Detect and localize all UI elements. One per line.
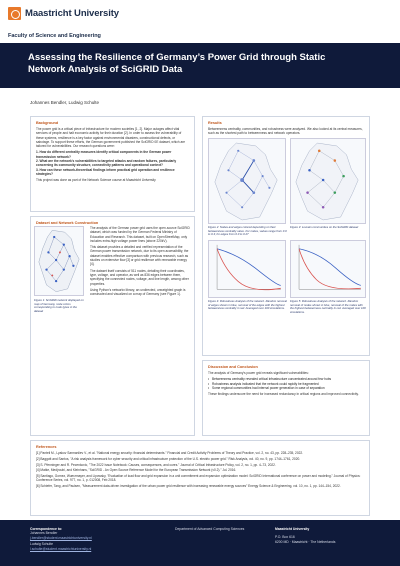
- title-band: [0, 43, 400, 88]
- poster-title: Assessing the Resilience of Germany’s Power Grid through Static Network Analysis of SciGRID Data: [28, 52, 326, 75]
- background-intro: The power grid is a critical piece of infrastructure for modern societies [1, 2]. Major outages affect vital services of people and halt economic activity for their duration [2]. In order to assess the vulnerability of these systems, resilience is a key factor against environmental disasters, constructional defects, or sabotage. To support these efforts, the German government published the SciGRID 0E dataset, which are tailored for vulnerabilities. Our research questions were:: [36, 127, 186, 149]
- university-logo: [8, 7, 119, 20]
- background-heading: Background: [36, 121, 59, 125]
- dataset-text: [90, 226, 191, 296]
- discussion-intro: The analysis of Germany's power grid reveals significant vulnerabilities:: [208, 371, 309, 375]
- top-bar: [0, 0, 400, 30]
- discussion-heading: Discussion and Conclusion: [208, 365, 258, 369]
- discussion-outro: These findings underscore the need for increased redundancy in critical regions and improved connectivity.: [208, 392, 359, 397]
- research-question: 2. What are the network's vulnerabilities to targeted attacks and random failures, particularly concerning its community structure, connectivity patterns and operational context?: [36, 159, 177, 168]
- footer-address-line: P.O. Box 616: [275, 535, 295, 540]
- results-intro: Betweenness centrality, communities, and robustness were analyzed. We also looked at its central measures, such as the shortest path to betweenness and network operators.: [208, 127, 363, 136]
- footer-address: [275, 527, 375, 544]
- germany-network-map: [35, 227, 83, 295]
- contact-name: Johannes Bendler: [30, 531, 58, 536]
- reference-item: [5] Santiago, Gomez, Wuerzmayer, and Lipowsky, "Evaluation of load flow and grid expansion in a unit commitment and expansion optimization model: SciGRID International conference on power and modeling." Journal of Physics: Conference Series, vol. 977, no. 1, p. 012008, Feb 2018.: [36, 474, 361, 483]
- results-heading: Results: [208, 121, 222, 125]
- reference-item: [1] Panteli M., Lyakov Sarmanliev V., et al. "National energy security: financial determinants." Financial and Credit Activity Problems of Theory and Practice, vol. 2, no. 43, pp. 228–235, 2022.: [36, 451, 304, 455]
- figure-4-plot: [208, 240, 286, 298]
- figure-2-caption: Figure 2: Nodes and edges colored depending on their betweenness centrality value. For nodes, values range from 0.0 to 0.4; for edges from 0.0 to 0.27: [208, 225, 287, 237]
- louvain-communities-map: [291, 139, 365, 223]
- footer-contact: [30, 527, 150, 551]
- figure-2-map: [208, 138, 286, 224]
- figure-1-map: [34, 226, 84, 296]
- footer: [0, 520, 400, 566]
- list-item: • Robustness analysis indicated that the network could rapidly be fragmented: [208, 382, 364, 386]
- dataset-heading: Dataset and Network Construction: [36, 221, 99, 225]
- list-item: • Betweenness centrality revealed critical infrastructure concentrated around few hubs: [208, 377, 364, 381]
- discussion-card: [202, 360, 370, 436]
- university-name: Maastricht University: [25, 8, 119, 19]
- betweenness-map: [209, 139, 285, 223]
- contact-email[interactable]: l.schulte@student.maastrichtuniversity.nl: [30, 546, 92, 551]
- research-question: 3. How can these network-theoretical findings inform practical grid operation and resilience strategies?: [36, 167, 175, 176]
- dataset-paragraph: The analysis of the German power grid uses the open-source SciGRID dataset, which was funded by the German Federal Ministry of Education and Research. This dataset, built on OpenStreetMap, only includes extra-high voltage power lines (above 220kV).: [90, 226, 190, 243]
- figure-3-caption: Figure 3: Louvain communities on the SciGRID dataset: [290, 225, 359, 229]
- reference-item: [4] Matke, Medjroubi, and Kleinhans, "SciGRID - An Open Source Reference Model for the European Transmission Network (v0.2)." Jul. 2016.: [36, 468, 237, 473]
- dataset-paragraph: The dataset itself consists of 511 nodes, detailing their coordinates, type, voltage, and operator, as well as 836 edges between them, specifying the connected nodes, voltage, and line length, among other properties.: [90, 268, 189, 286]
- footer-university: Maastricht University: [275, 527, 310, 531]
- correspondence-label: Correspondence to:: [30, 527, 63, 531]
- reference-item: [3] S. Pfenninger and R. Pecenkovic, "The 2022 Issue Notebook: Causes, consequences, and cures." Journal of Critical Infrastructure Policy, vol. 2, no. 1, pp. 4–73, 2022.: [36, 462, 276, 467]
- figure-4-caption: Figure 4: Robustness Analysis of the network. Random removal of edges shown in blue, removal of the edges with the highest betweenness centrality in red. Averaged over 100 simulations.: [208, 299, 287, 311]
- authors: Johannes Bendler, Ludwig Schulte: [30, 100, 100, 105]
- course-note: This project was done as part of the Network Science course at Maastricht University: [36, 178, 156, 183]
- figure-5-plot: [290, 240, 366, 298]
- dataset-paragraph: Using Python's networkx library, an undirected, unweighted graph is constructed and visualized on a map of Germany (see Figure 1).: [90, 287, 186, 297]
- discussion-list: [208, 377, 364, 390]
- contact-email[interactable]: j.bendler@student.maastrichtuniversity.nl: [30, 535, 92, 540]
- node-robustness-plot: [291, 241, 365, 297]
- figure-1-caption: Figure 1: SciGRID network displayed on map of Germany, node colors corresponding to node types in the dataset: [34, 298, 84, 313]
- background-card: [30, 116, 195, 212]
- list-item: • Some regional communities had internal power generation in case of separation: [208, 386, 364, 390]
- edge-robustness-plot: [209, 241, 285, 297]
- figure-5-caption: Figure 5: Robustness Analysis of the network. Random removal of nodes shown in blue, removal of the nodes with the highest betweenness centrality in red. Averaged over 100 simulations.: [290, 299, 366, 314]
- research-question: 1. How do different centrality measures identify critical components in the German power transmission network?: [36, 150, 172, 159]
- faculty-label: Faculty of Science and Engineering: [8, 33, 101, 39]
- reference-item: [2] Baggott and Santos, "A risk analysis framework for cyber security and critical infrastructure protection of the U.S. electric power grid." Risk Analysis, vol. 40, no. 9, pp. 1744–1761, 2020.: [36, 456, 301, 461]
- references-card: [30, 440, 370, 516]
- footer-department: Department of Advanced Computing Sciences: [175, 527, 245, 531]
- dataset-paragraph: This dataset provides a detailed and verified representation of the German power transmission network, due to its open accessibility, the dataset enables effective comparison with previous research, such as studies on extensive flow [3] or grid resilience with renewable energy [4].: [90, 245, 189, 267]
- figure-3-map: [290, 138, 366, 224]
- university-logo-icon: [8, 7, 21, 20]
- reference-item: [6] Schiefer, Tang, and Paulsen, "Measurement data-driven investigation of the urban power grid resilience with increasing renewable energy sources" Energy Science & Engineering, vol. 10, no. 1, pp. 144–154, 2022.: [36, 484, 341, 489]
- references-heading: References: [36, 445, 57, 449]
- footer-address-line: 6200 MD · Maastricht · The Netherlands: [275, 539, 336, 544]
- contact-name: Ludwig Schulte: [30, 542, 53, 547]
